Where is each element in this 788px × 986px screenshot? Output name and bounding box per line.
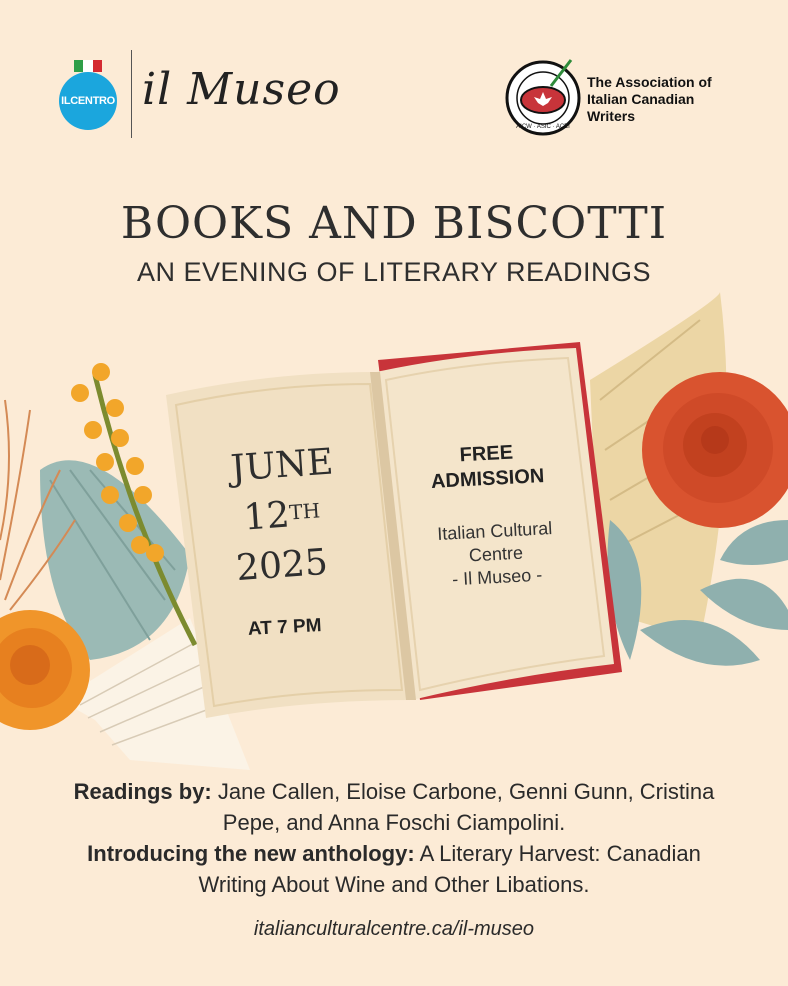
date-day-suffix: TH	[288, 498, 321, 525]
logo-divider	[131, 50, 132, 138]
admission-line2: ADMISSION	[430, 465, 545, 493]
admission-line1: FREE	[459, 441, 514, 467]
museo-wordmark: il Museo	[142, 64, 341, 115]
aicw-emblem-icon	[503, 56, 583, 136]
venue-line3: - Il Museo -	[451, 564, 543, 590]
event-time: AT 7 PM	[247, 615, 323, 640]
aicw-emblem-text: AICW · ASIC · ACEI	[516, 124, 570, 130]
anthology-label: Introducing the new anthology:	[87, 841, 415, 866]
readings-label: Readings by:	[73, 779, 212, 804]
readings-description	[60, 776, 728, 900]
date-month: JUNE	[229, 441, 335, 490]
aicw-name-line2: Italian Canadian	[587, 91, 695, 107]
italian-flag-icon	[74, 60, 102, 72]
aicw-name-line1: The Association of	[587, 74, 712, 90]
event-subtitle: AN EVENING OF LITERARY READINGS	[136, 257, 652, 287]
ilcentro-logo	[59, 72, 117, 130]
date-year: 2025	[234, 541, 330, 590]
aicw-name	[587, 74, 712, 125]
admission-info	[411, 438, 563, 496]
venue-line1: Italian Cultural	[436, 518, 553, 545]
website-link[interactable]: italianculturalcentre.ca/il-museo	[253, 918, 535, 940]
aicw-name-line3: Writers	[587, 108, 635, 124]
date-day	[221, 491, 344, 540]
venue-line2: Centre	[468, 542, 524, 566]
event-title: BOOKS AND BISCOTTI	[120, 198, 668, 249]
ilcentro-logo-text: ILCENTRO	[61, 95, 115, 107]
anthology-title: A Literary Harvest: Canadian Writing About Wine and Other Libations.	[198, 841, 701, 897]
venue-info	[408, 516, 583, 594]
readings-names: Jane Callen, Eloise Carbone, Genni Gunn, Cristina Pepe, and Anna Foschi Ciampolini.	[211, 779, 715, 835]
date-day-number: 12	[242, 494, 291, 539]
